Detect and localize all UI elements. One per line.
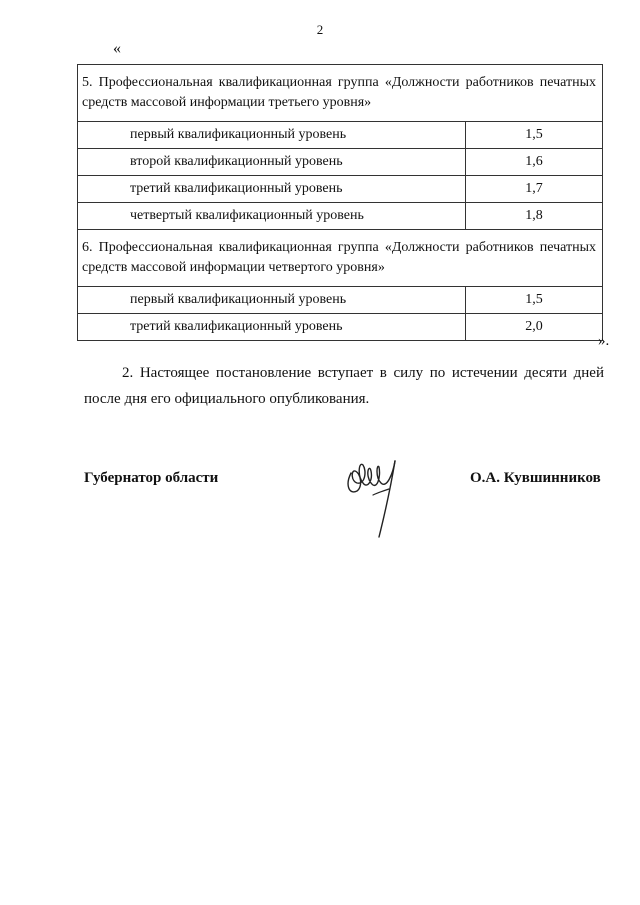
- group-title: 6. Профессиональная квалификационная группа «Должности работников печатных средств массовой информации четвертого уровня»: [78, 230, 603, 287]
- table-row: [78, 176, 603, 203]
- level-coefficient: 1,7: [466, 176, 603, 203]
- level-label: второй квалификационный уровень: [78, 149, 466, 176]
- level-coefficient: 2,0: [466, 314, 603, 341]
- closing-quote-mark: ».: [598, 333, 610, 349]
- level-label: третий квалификационный уровень: [78, 176, 466, 203]
- level-label: первый квалификационный уровень: [78, 122, 466, 149]
- group-title: 5. Профессиональная квалификационная группа «Должности работников печатных средств массовой информации третьего уровня»: [78, 65, 603, 122]
- level-coefficient: 1,6: [466, 149, 603, 176]
- opening-quote-mark: «: [113, 40, 121, 57]
- level-label: третий квалификационный уровень: [78, 314, 466, 341]
- level-label: первый квалификационный уровень: [78, 287, 466, 314]
- table-row: [78, 314, 603, 341]
- handwritten-signature-icon: [343, 455, 405, 540]
- signatory-title: Губернатор области: [84, 470, 219, 486]
- qualification-table: [77, 64, 603, 341]
- page-number: 2: [316, 22, 324, 37]
- table-row: [78, 149, 603, 176]
- level-coefficient: 1,5: [466, 122, 603, 149]
- effective-date-paragraph: 2. Настоящее постановление вступает в силу по истечении десяти дней после дня его официального опубликования.: [84, 365, 604, 407]
- group-row: [78, 230, 603, 287]
- signatory-name: О.А. Кувшинников: [470, 470, 601, 486]
- table-row: [78, 203, 603, 230]
- table-row: [78, 287, 603, 314]
- group-row: [78, 65, 603, 122]
- table-row: [78, 122, 603, 149]
- level-coefficient: 1,5: [466, 287, 603, 314]
- level-coefficient: 1,8: [466, 203, 603, 230]
- level-label: четвертый квалификационный уровень: [78, 203, 466, 230]
